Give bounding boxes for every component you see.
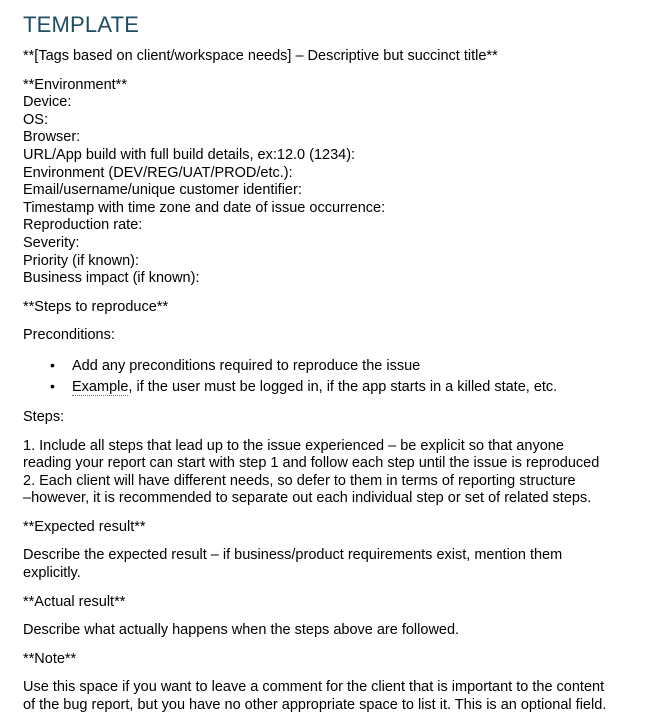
environment-section [23,77,647,288]
preconditions-label: Preconditions: [23,327,115,344]
actual-result-body [23,622,647,640]
steps-body [23,438,647,508]
environment-field-timestamp: Timestamp with time zone and date of issue occurrence: [23,199,386,216]
precondition-text: , if the user must be logged in, if the app starts in a killed state, etc. [128,378,558,395]
environment-field-priority: Priority (if known): [23,252,140,269]
preconditions-list [23,356,647,398]
environment-field-device: Device: [23,94,72,111]
subtitle-line: **[Tags based on client/workspace needs] – Descriptive but succinct title** [23,48,498,64]
step-line: 1. Include all steps that lead up to the issue experienced – be explicit so that anyone [23,437,564,454]
environment-field-email-username: Email/username/unique customer identifier: [23,182,302,199]
actual-result-line: Describe what actually happens when the steps above are followed. [23,622,460,639]
note-heading: **Note** [23,650,77,667]
list-item [23,356,647,377]
environment-field-url-app-build: URL/App build with full build details, ex:12.0 (1234): [23,146,356,163]
environment-field-business-impact: Business impact (if known): [23,270,200,287]
environment-field-severity: Severity: [23,234,80,251]
precondition-text: Add any preconditions required to reproduce the issue [72,357,421,374]
grammar-suggestion-marker[interactable]: Example [72,378,129,395]
step-line: –however, it is recommended to separate out each individual step or set of related steps. [23,490,592,507]
step-line: 2. Each client will have different needs, so defer to them in terms of reporting structure [23,472,576,489]
note-body [23,679,647,714]
step-line: reading your report can start with step 1 and follow each step until the issue is reproduced [23,455,600,472]
environment-field-browser: Browser: [23,129,81,146]
steps-to-reproduce-heading: **Steps to reproduce** [23,298,169,315]
expected-result-line: Describe the expected result – if business/product requirements exist, mention them [23,547,563,564]
expected-result-line: explicitly. [23,565,81,582]
environment-heading: **Environment** [23,76,127,93]
list-item [23,377,647,398]
page-title: TEMPLATE [23,12,140,37]
note-line: of the bug report, but you have no other appropriate space to list it. This is an optional field. [23,697,607,714]
note-line: Use this space if you want to leave a comment for the client that is important to the content [23,679,605,696]
environment-field-reproduction-rate: Reproduction rate: [23,217,143,234]
actual-result-heading: **Actual result** [23,593,126,610]
environment-field-os: OS: [23,111,48,128]
environment-field-environment: Environment (DEV/REG/UAT/PROD/etc.): [23,164,293,181]
expected-result-heading: **Expected result** [23,518,146,535]
expected-result-body [23,547,647,582]
steps-label: Steps: [23,408,65,425]
